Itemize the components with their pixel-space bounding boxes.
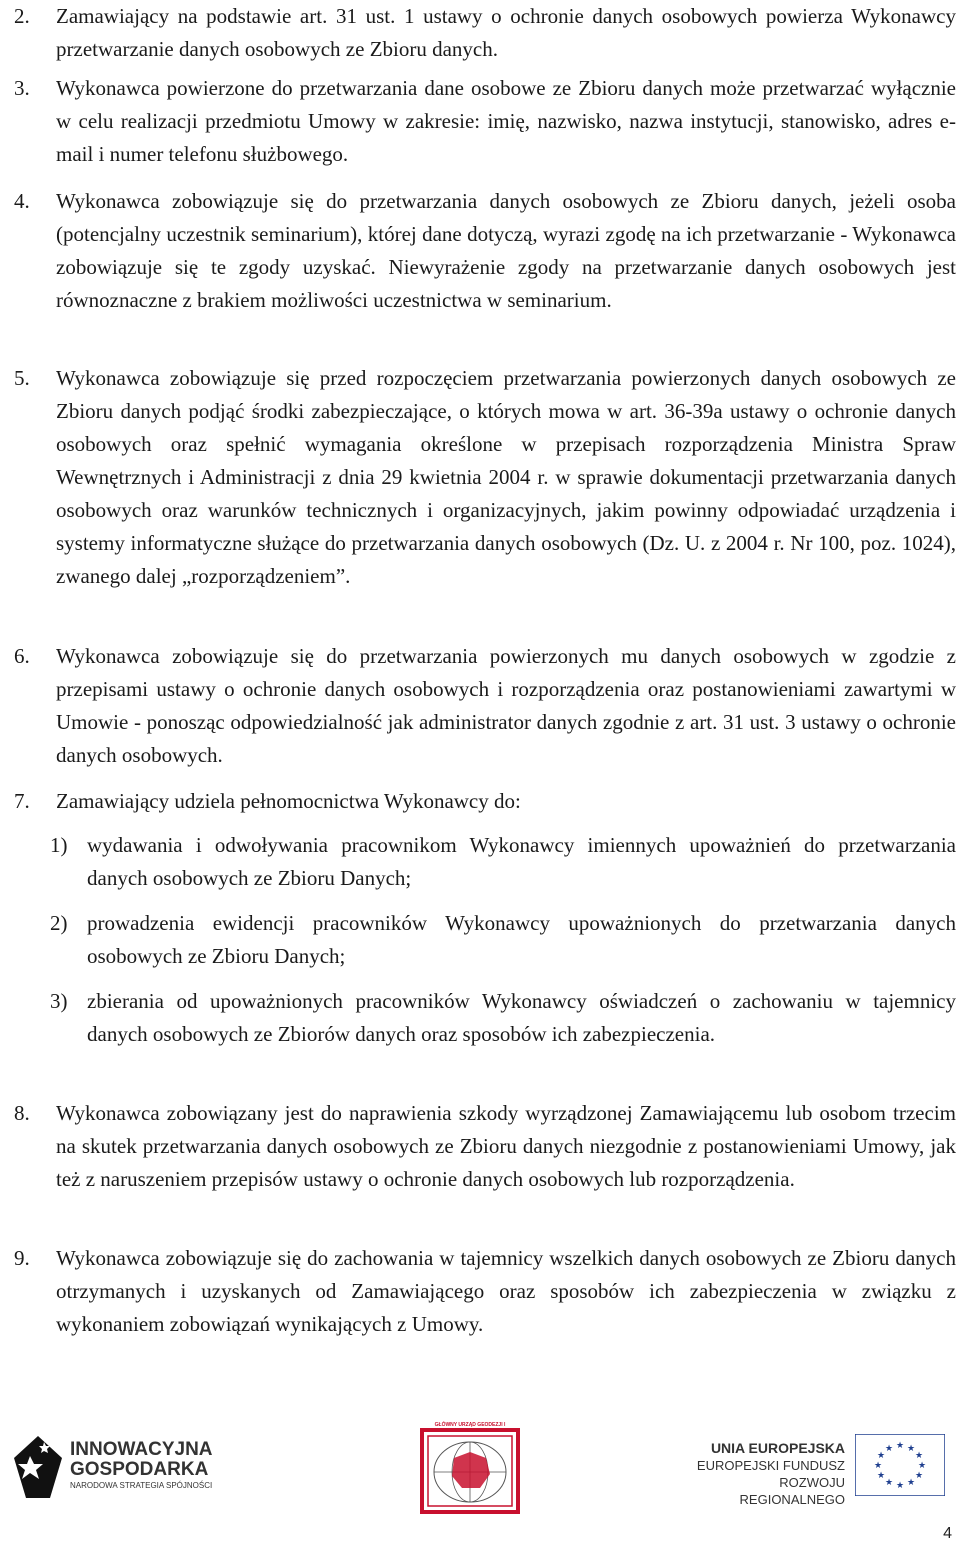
item-text: Wykonawca zobowiązany jest do naprawienia szkody wyrządzonej Zamawiającemu lub osobom trzecim na skutek przetwarzania danych osobowych ze Zbioru danych niezgodnie z postanowieniami Umowy, jak też z naruszeniem przepisów ustawy o ochronie danych osobowych lub rozporządzenia. [56, 1101, 956, 1191]
eu-logo [680, 1430, 950, 1507]
list-item-6 [14, 640, 956, 772]
subitem-text: zbierania od upoważnionych pracowników Wykonawcy oświadczeń o zachowaniu w tajemnicy danych osobowych ze Zbiorów danych oraz sposobów ich zabezpieczenia. [87, 989, 956, 1046]
list-item-8 [14, 1097, 956, 1196]
item-text: Wykonawca zobowiązuje się do przetwarzania danych osobowych ze Zbioru danych, jeżeli osoba (potencjalny uczestnik seminarium), której dane dotyczą, wyrazi zgodę na ich przetwarzanie - Wykonawca zobowiązuje się te zgody uzyskać. Niewyrażenie zgody na przetwarzanie danych osobowych jest równoznaczne z brakiem możliwości uczestnictwa w seminarium. [56, 189, 956, 312]
footer-logos [0, 1400, 960, 1510]
svg-text:★: ★ [906, 1478, 916, 1488]
svg-text:★: ★ [895, 1441, 905, 1451]
svg-text:★: ★ [876, 1451, 886, 1461]
ig-line-1: INNOWACYJNA [70, 1439, 213, 1460]
list-item-4 [14, 185, 956, 317]
eu-line-3: ROZWOJU REGIONALNEGO [739, 1475, 845, 1507]
list-item-5 [14, 362, 956, 593]
item-text: Wykonawca zobowiązuje się do zachowania w tajemnicy wszelkich danych osobowych ze Zbioru danych otrzymanych i uzyskanych od Zamawiającego oraz sposobów ich zabezpieczenia w związku z wykonaniem zobowiązań wynikających z Umowy. [56, 1246, 956, 1336]
svg-text:★: ★ [884, 1444, 894, 1454]
item-number: 5. [14, 366, 30, 390]
sublist-item-3 [50, 985, 956, 1051]
ig-line-2: GOSPODARKA [70, 1459, 209, 1480]
item-number: 4. [14, 189, 30, 213]
item-number: 7. [14, 789, 30, 813]
sublist-item-1 [50, 829, 956, 895]
subitem-text: prowadzenia ewidencji pracowników Wykonawcy upoważnionych do przetwarzania danych osobowych ze Zbioru Danych; [87, 911, 956, 968]
svg-text:★: ★ [917, 1461, 927, 1471]
item-number: 3. [14, 76, 30, 100]
item-number: 6. [14, 644, 30, 668]
list-item-9 [14, 1242, 956, 1341]
item-number: 8. [14, 1101, 30, 1125]
item-text: Zamawiający udziela pełnomocnictwa Wykonawcy do: [56, 789, 521, 813]
svg-text:★: ★ [914, 1451, 924, 1461]
svg-text:★: ★ [884, 1478, 894, 1488]
gugik-emblem-icon [420, 1422, 520, 1514]
gugik-caption: GŁÓWNY URZĄD GEODEZJI I KARTOGRAFII [434, 1422, 506, 1434]
page-number: 4 [943, 1525, 952, 1542]
svg-text:★: ★ [876, 1471, 886, 1481]
list-item-7 [14, 785, 956, 818]
eu-line-2: EUROPEJSKI FUNDUSZ [696, 1458, 845, 1473]
svg-text:★: ★ [895, 1481, 905, 1491]
subitem-number: 2) [50, 911, 68, 935]
innowacyjna-gospodarka-logo [8, 1428, 240, 1500]
subitem-number: 3) [50, 989, 68, 1013]
subitem-number: 1) [50, 833, 68, 857]
svg-text:★: ★ [873, 1461, 883, 1471]
svg-text:★: ★ [906, 1444, 916, 1454]
item-number: 2. [14, 4, 30, 28]
list-item-3 [14, 72, 956, 171]
item-text: Wykonawca zobowiązuje się przed rozpoczęciem przetwarzania powierzonych danych osobowych ze Zbioru danych podjąć środki zabezpieczające, o których mowa w art. 36-39a ustawy o ochronie danych osobowych oraz spełnić wymagania określone w przepisach rozporządzenia Ministra Spraw Wewnętrznych i Administracji z dnia 29 kwietnia 2004 r. w sprawie dokumentacji przetwarzania danych osobowych oraz warunków technicznych i organizacyjnych, jakim powinny odpowiadać urządzenia i systemy informatyczne służące do przetwarzania danych osobowych (Dz. U. z 2004 r. Nr 100, poz. 1024), zwanego dalej „rozporządzeniem”. [56, 366, 956, 588]
eu-flag-icon [855, 1434, 945, 1496]
item-text: Wykonawca powierzone do przetwarzania dane osobowe ze Zbioru danych może przetwarzać wyłącznie w celu realizacji przedmiotu Umowy w zakresie: imię, nazwisko, nazwa instytucji, stanowisko, adres e-mail i numer telefonu służbowego. [56, 76, 956, 166]
ig-emblem-icon [8, 1428, 68, 1500]
ig-line-3: NARODOWA STRATEGIA SPÓJNOŚCI [70, 1481, 213, 1490]
sublist-item-2 [50, 907, 956, 973]
item-number: 9. [14, 1246, 30, 1270]
svg-text:★: ★ [914, 1471, 924, 1481]
eu-line-1: UNIA EUROPEJSKA [710, 1440, 845, 1456]
item-text: Wykonawca zobowiązuje się do przetwarzania powierzonych mu danych osobowych w zgodzie z przepisami ustawy o ochronie danych osobowych i rozporządzenia oraz postanowieniami zawartymi w Umowie - ponosząc odpowiedzialność jak administrator danych zgodnie z art. 31 ust. 3 ustawy o ochronie danych osobowych. [56, 644, 956, 767]
subitem-text: wydawania i odwoływania pracownikom Wykonawcy imiennych upoważnień do przetwarzania danych osobowych ze Zbioru Danych; [87, 833, 956, 890]
item-text: Zamawiający na podstawie art. 31 ust. 1 ustawy o ochronie danych osobowych powierza Wykonawcy przetwarzanie danych osobowych ze Zbioru danych. [56, 4, 956, 61]
gugik-logo [420, 1422, 520, 1514]
list-item-2 [14, 0, 956, 66]
